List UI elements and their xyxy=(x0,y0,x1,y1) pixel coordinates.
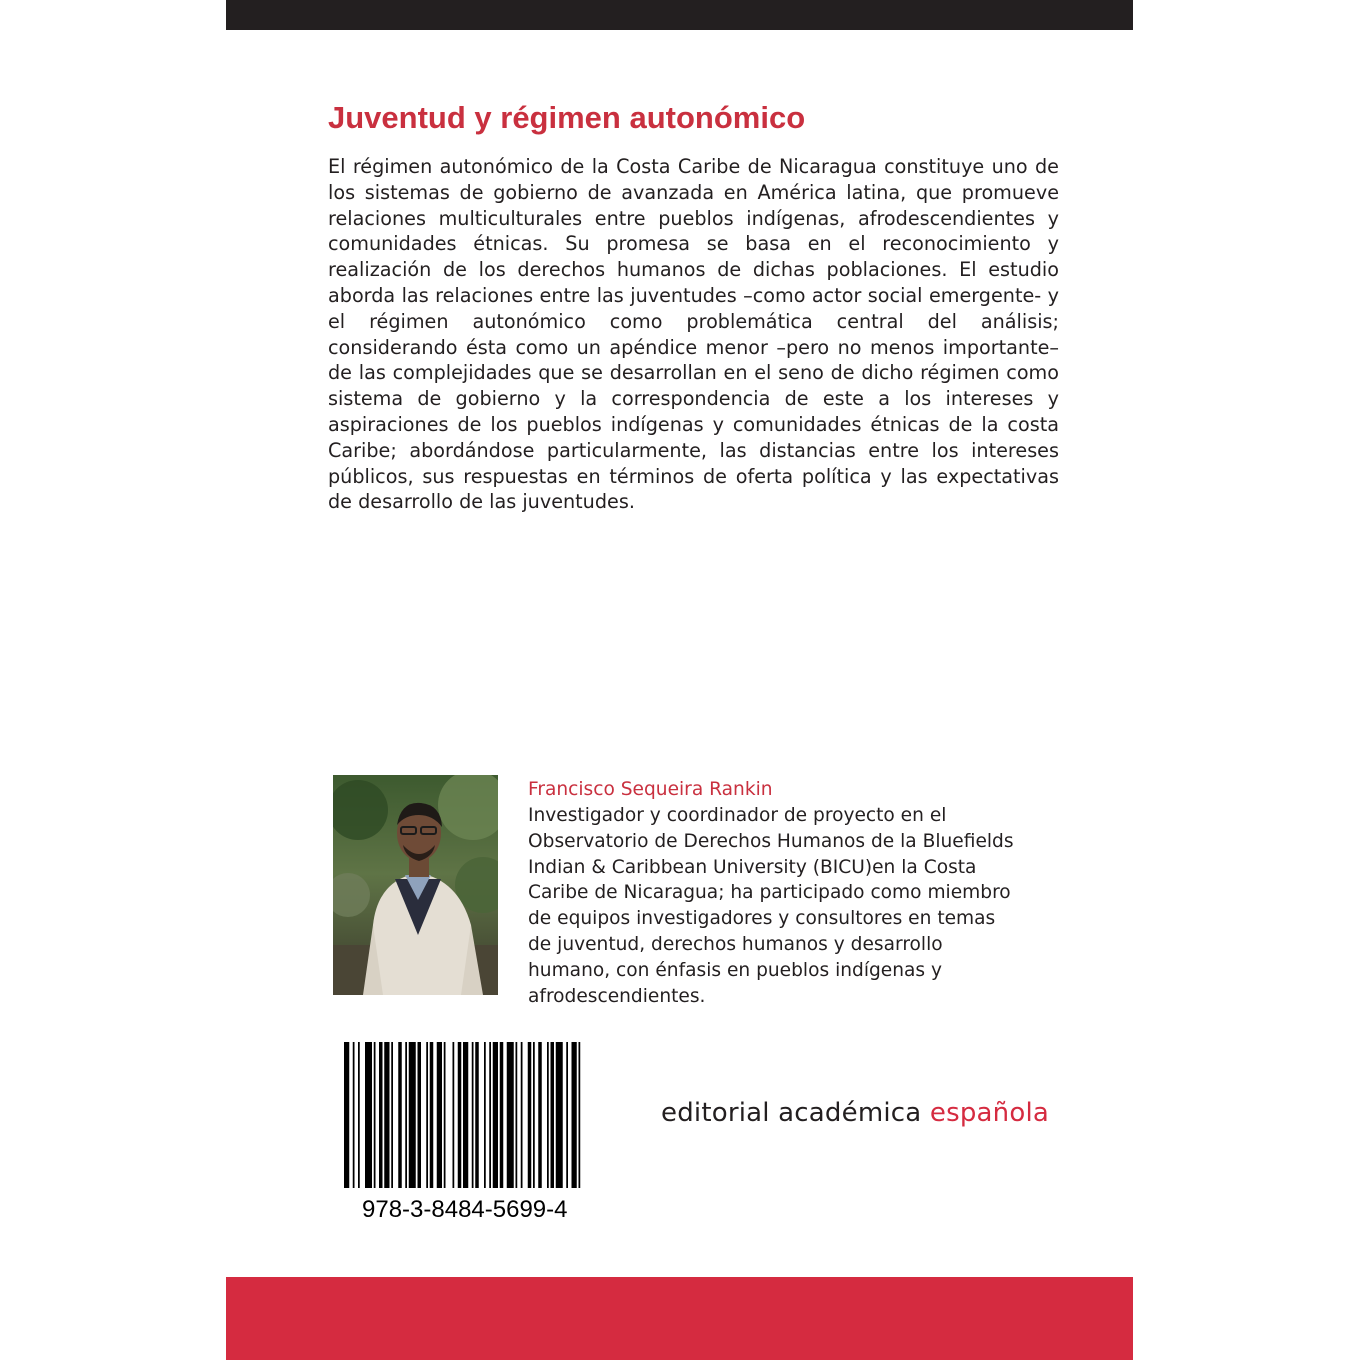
barcode-bar xyxy=(409,1042,416,1188)
barcode-bar xyxy=(458,1042,462,1188)
isbn-number: 978-3-8484-5699-4 xyxy=(362,1196,568,1223)
barcode-bar xyxy=(572,1042,577,1188)
author-name: Francisco Sequeira Rankin xyxy=(528,779,773,800)
barcode-bar xyxy=(493,1042,498,1188)
barcode-bar xyxy=(430,1042,434,1188)
publisher-name-part1: editorial académica xyxy=(661,1098,930,1128)
book-blurb: El régimen autonómico de la Costa Caribe de Nicaragua constituye uno de los sistemas de gobierno de avanzada en América latina, que promueve relaciones multiculturales entre pueblos indígenas, afrodescendientes y comunidades étnicas. Su promesa se basa en el reconocimiento y realización de los derechos humanos de dichas poblaciones. El estudio aborda las relaciones entre las juventudes –como actor social emergente- y el régimen autonómico como problemática central del análisis; considerando ésta como un apéndice menor –pero no menos importante– de las complejidades que se desarrollan en el seno de dicho régimen como sistema de gobierno y la correspondencia de este a los intereses y aspiraciones de los pueblos indígenas y comunidades étnicas de la costa Caribe; abordándose particularmente, las distancias entre los intereses públicos, sus respuestas en términos de oferta política y las expectativas de desarrollo de las juventudes. xyxy=(328,155,1059,514)
top-band xyxy=(226,0,1133,30)
barcode-bar xyxy=(405,1042,407,1188)
publisher-name-part2: española xyxy=(929,1098,1049,1128)
barcode-bar xyxy=(426,1042,428,1188)
barcode-bar xyxy=(344,1042,349,1188)
author-bio-line: Observatorio de Derechos Humanos de la Bluefields xyxy=(528,830,1014,852)
barcode-bar xyxy=(507,1042,514,1188)
bottom-band xyxy=(226,1277,1133,1360)
barcode-bar xyxy=(528,1042,532,1188)
barcode-bar xyxy=(374,1042,376,1188)
author-bio-line: de juventud, derechos humanos y desarrollo xyxy=(528,933,943,955)
author-photo xyxy=(333,775,498,995)
barcode-bar xyxy=(444,1042,446,1188)
barcode-bar xyxy=(384,1042,389,1188)
book-back-cover xyxy=(226,0,1133,1360)
author-bio-line: afrodescendientes. xyxy=(528,985,706,1007)
barcode-bar xyxy=(579,1042,581,1188)
author-bio xyxy=(528,803,1068,1009)
barcode-bar xyxy=(398,1042,402,1188)
barcode-bar xyxy=(484,1042,486,1188)
barcode-bar xyxy=(463,1042,468,1188)
author-block xyxy=(528,777,1068,1009)
barcode-bar xyxy=(475,1042,479,1188)
publisher-logo xyxy=(661,1093,1049,1133)
barcode-bar xyxy=(489,1042,491,1188)
barcode-bar xyxy=(365,1042,372,1188)
barcode-bar xyxy=(521,1042,523,1188)
barcode-bar xyxy=(538,1042,542,1188)
barcode-bar xyxy=(472,1042,474,1188)
barcode-icon xyxy=(342,1042,608,1188)
author-photo-image xyxy=(333,775,498,995)
barcode-bar xyxy=(379,1042,383,1188)
author-bio-line: Caribe de Nicaragua; ha participado como miembro xyxy=(528,882,1011,904)
barcode-bar xyxy=(551,1042,555,1188)
barcode-bar xyxy=(566,1042,568,1188)
barcode-bar xyxy=(516,1042,518,1188)
barcode-bar xyxy=(437,1042,442,1188)
barcode-bar xyxy=(500,1042,504,1188)
barcode-bar xyxy=(556,1042,563,1188)
author-bio-line: Indian & Caribbean University (BICU)en la Costa xyxy=(528,856,977,878)
author-bio-line: Investigador y coordinador de proyecto en el xyxy=(528,805,947,826)
author-bio-line: de equipos investigadores y consultores en temas xyxy=(528,908,996,930)
barcode-bar xyxy=(547,1042,549,1188)
barcode-bar xyxy=(353,1042,355,1188)
barcode-bar xyxy=(453,1042,455,1188)
barcode-bar xyxy=(391,1042,393,1188)
barcode-bar xyxy=(358,1042,360,1188)
book-title: Juventud y régimen autonómico xyxy=(328,100,806,135)
barcode-bar xyxy=(418,1042,422,1188)
barcode-bar xyxy=(533,1042,535,1188)
author-bio-line: humano, con énfasis en pueblos indígenas y xyxy=(528,959,943,981)
